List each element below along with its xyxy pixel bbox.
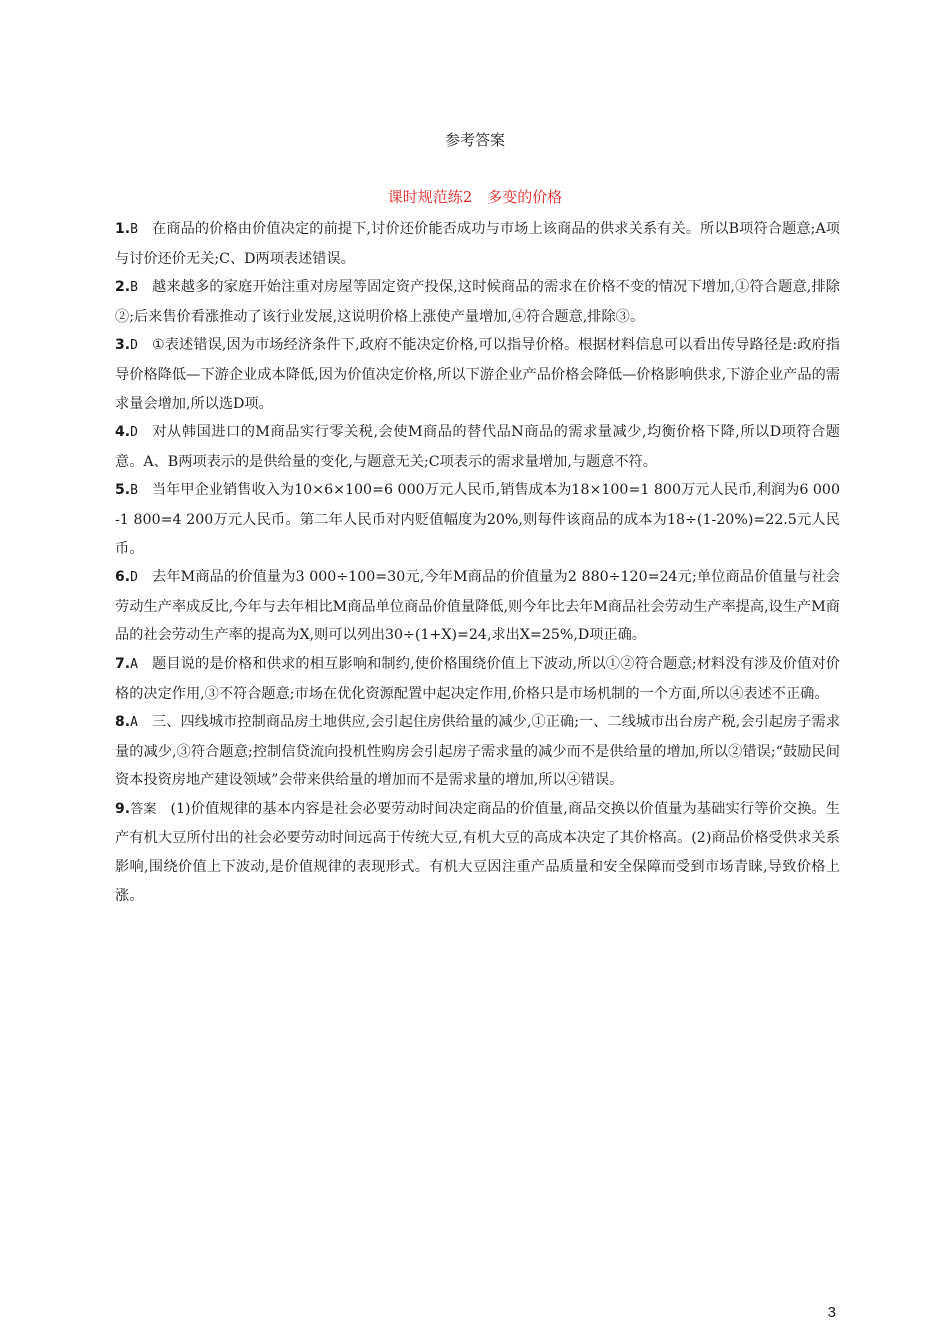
answer-text: 对从韩国进口的M商品实行零关税,会使M商品的替代品N商品的需求量减少,均衡价格下降,所以D项符合题意。A、B两项表示的是供给量的变化,与题意无关;C项表示的需求量增加,与题意不符。 [115,424,840,470]
answer-number: 8. [115,714,131,731]
answer-number: 1. [115,221,131,237]
answer-key: A [130,715,138,731]
answer-text: 三、四线城市控制商品房土地供应,会引起住房供给量的减少,①正确;一、二线城市出台房产税,会引起房子需求量的减少,③符合题意;控制信贷流向投机性购房会引起房子需求量的减少而不是供给量的增加,所以②错误;“鼓励民间资本投资房地产建设领域”会带来供给量的增加而不是需求量的增加,所以④错误。 [115,714,840,789]
page-number: 3 [827,1304,836,1321]
answer-key: A [130,656,138,672]
answer-key: B [130,280,138,296]
answer-text: 越来越多的家庭开始注重对房屋等固定资产投保,这时候商品的需求在价格不变的情况下增加,①符合题意,排除②;后来售价看涨推动了该行业发展,这说明价格上涨使产量增加,④符合题意,排除③。 [115,279,840,325]
answer-number: 4. [115,424,131,441]
answer-item-4 [115,418,840,476]
answer-item-1 [115,215,840,273]
answer-number: 3. [115,337,131,354]
answer-key: D [130,338,138,354]
answer-key: B [130,222,138,237]
answer-number: 6. [115,569,131,586]
section-title: 课时规范练2 多变的价格 [387,188,563,206]
answer-number: 2. [115,279,131,296]
page-title: 参考答案 [444,131,505,149]
answer-item-3 [115,331,840,418]
answer-text: 题目说的是价格和供求的相互影响和制约,使价格围绕价值上下波动,所以①②符合题意;材料没有涉及价值对价格的决定作用,③不符合题意;市场在优化资源配置中起决定作用,价格只是市场机制的一个方面,所以④表述不正确。 [115,655,840,702]
answer-item-5 [115,476,840,563]
answer-text: ①表述错误,因为市场经济条件下,政府不能决定价格,可以指导价格。根据材料信息可以看出传导路径是:政府指导价格降低—下游企业成本降低,因为价值决定价格,所以下游企业产品价格会降低—价格影响供求,下游企业产品的需求量会增加,所以选D项。 [115,337,840,412]
answer-list [115,215,840,910]
answer-number: 5. [115,482,131,499]
answer-text: 在商品的价格由价值决定的前提下,讨价还价能否成功与市场上该商品的供求关系有关。所以B项符合题意;A项与讨价还价无关;C、D两项表述错误。 [115,221,840,267]
answer-text: 当年甲企业销售收入为10×6×100=6 000万元人民币,销售成本为18×100=1 800万元人民币,利润为6 000-1 800=4 200万元人民币。第二年人民币对内贬值幅度为20%,则每件该商品的成本为18÷(1-20%)=22.5元人民币。 [115,482,840,557]
answer-item-8 [115,708,840,795]
answer-item-9 [115,795,840,910]
answer-item-6 [115,563,840,650]
answer-number: 7. [115,655,131,672]
answer-item-7 [115,650,840,708]
answer-key: D [130,425,138,441]
answer-key: 答案 [130,801,157,817]
answer-text: 去年M商品的价值量为3 000÷100=30元,今年M商品的价值量为2 880÷120=24元;单位商品价值量与社会劳动生产率成反比,今年与去年相比M商品单位商品价值量降低,则今年比去年M商品社会劳动生产率提高,设生产M商品的社会劳动生产率的提高为X,则可以列出30÷(1+X)=24,求出X=25%,D项正确。 [115,569,840,644]
answer-item-2 [115,273,840,331]
answer-number: 9. [115,800,131,817]
answer-key: B [130,483,138,499]
answer-text: (1)价值规律的基本内容是社会必要劳动时间决定商品的价值量,商品交换以价值量为基础实行等价交换。生产有机大豆所付出的社会必要劳动时间远高于传统大豆,有机大豆的高成本决定了其价格高。(2)商品价格受供求关系影响,围绕价值上下波动,是价值规律的表现形式。有机大豆因注重产品质量和安全保障而受到市场青睐,导致价格上涨。 [115,800,840,904]
answer-key: D [130,570,138,586]
